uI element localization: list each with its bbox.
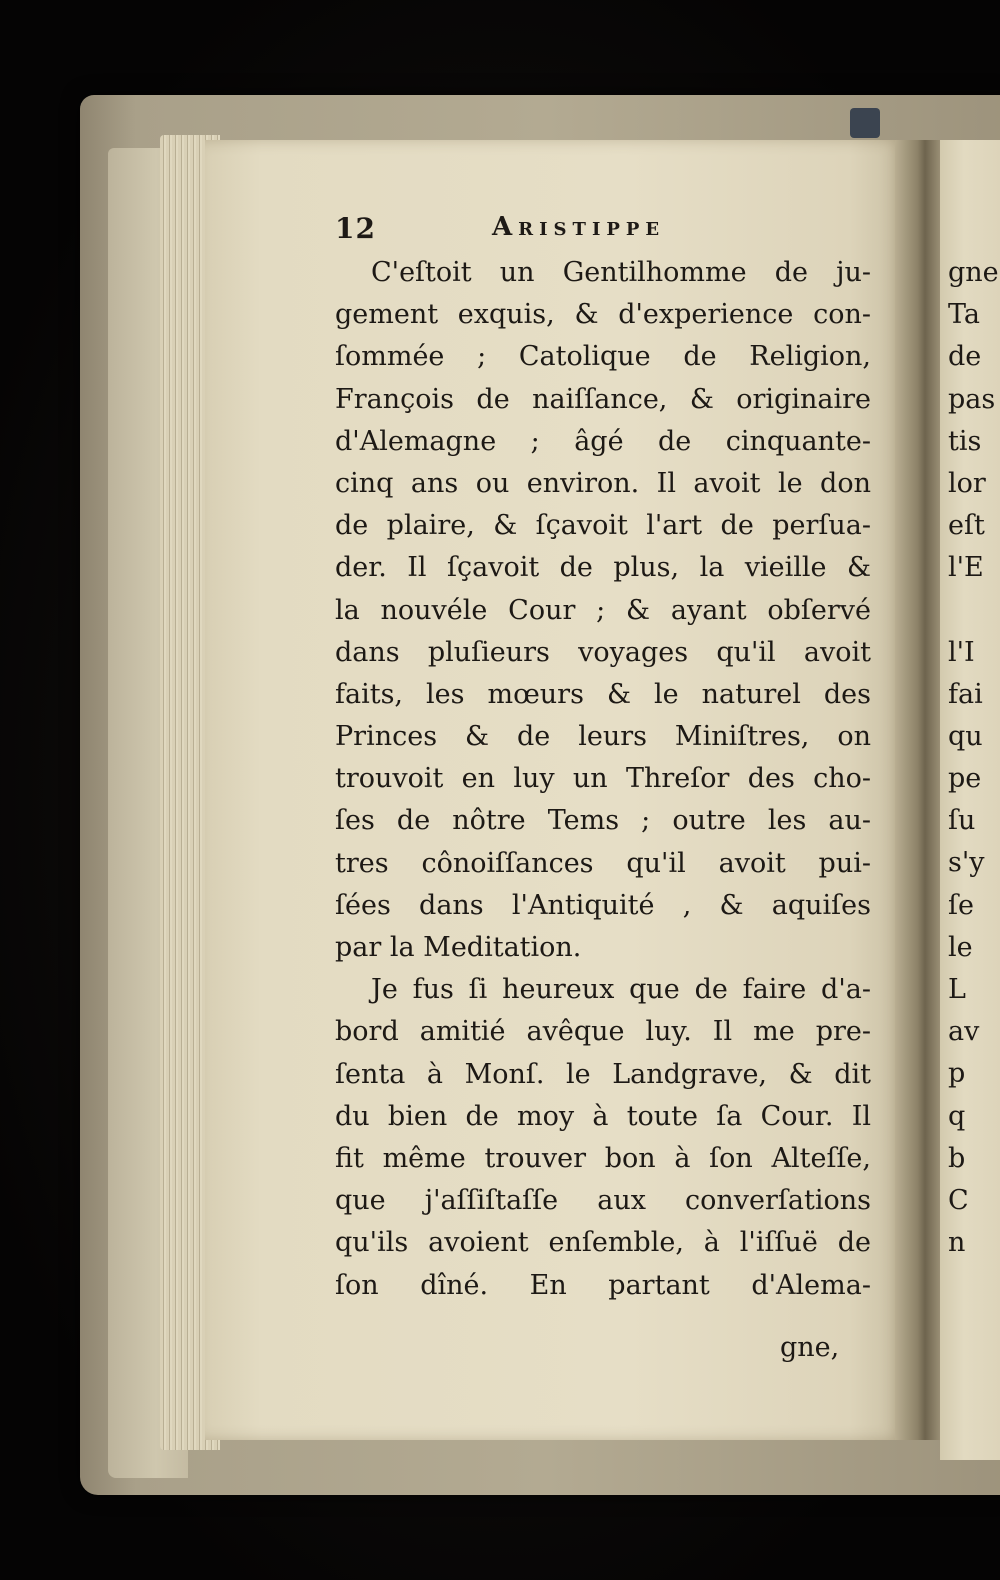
facing-fragment: p <box>948 1058 966 1090</box>
facing-fragment: s'y <box>948 847 985 879</box>
text-line: Je fus ſi heureux que de faire d'a- <box>371 974 871 1006</box>
facing-fragment: fai <box>948 678 983 710</box>
text-line: fit même trouver bon à ſon Alteſſe, <box>335 1142 871 1174</box>
facing-page-text <box>948 252 1000 1264</box>
text-line: François de naiſſance, & originaire <box>335 383 871 415</box>
text-line: cinq ans ou environ. Il avoit le don <box>335 467 871 499</box>
text-line: dans pluſieurs voyages qu'il avoit <box>335 636 871 668</box>
text-line: C'eſtoit un Gentilhomme de ju- <box>371 257 871 288</box>
facing-fragment: pas <box>948 383 996 415</box>
facing-fragment: C <box>948 1184 969 1216</box>
text-line: faits, les mœurs & le naturel des <box>335 678 871 710</box>
facing-fragment: l'E <box>948 552 984 584</box>
facing-fragment: ſe <box>948 889 974 921</box>
page-header <box>335 212 875 252</box>
facing-fragment: l'I <box>948 636 975 668</box>
catchword: gne, <box>780 1332 840 1363</box>
facing-fragment: b <box>948 1142 966 1174</box>
facing-fragment: tis <box>948 425 982 457</box>
book-gutter <box>895 140 945 1440</box>
facing-fragment: Ta <box>948 299 981 331</box>
text-line: Princes & de leurs Miniſtres, on <box>335 721 871 753</box>
text-line: qu'ils avoient enſemble, à l'iſſuë de <box>335 1227 871 1259</box>
facing-fragment: gne <box>948 257 999 288</box>
text-line: der. Il ſçavoit de plus, la vieille & <box>335 552 871 584</box>
text-line: ſommée ; Catolique de Religion, <box>335 341 871 373</box>
text-line: du bien de moy à toute ſa Cour. Il <box>335 1100 871 1132</box>
facing-fragment: eſt <box>948 510 985 542</box>
facing-fragment: lor <box>948 467 986 499</box>
text-line: d'Alemagne ; âgé de cinquante- <box>335 425 871 457</box>
text-line: gement exquis, & d'experience con- <box>335 299 871 331</box>
facing-fragment: L <box>948 974 966 1005</box>
text-line: ſes de nôtre Tems ; outre les au- <box>335 805 871 837</box>
body-text <box>335 252 871 1307</box>
facing-fragment: ſu <box>948 805 976 837</box>
clasp-fragment <box>850 108 880 138</box>
text-line: la nouvéle Cour ; & ayant obſervé <box>335 594 871 626</box>
text-line: trouvoit en luy un Threſor des cho- <box>335 763 871 795</box>
running-title: Aristippe <box>492 212 666 242</box>
text-line: ſenta à Monſ. le Landgrave, & dit <box>335 1058 871 1090</box>
facing-fragment: av <box>948 1016 980 1048</box>
text-line: par la Meditation. <box>335 932 582 963</box>
facing-fragment: q <box>948 1100 966 1132</box>
text-line: ſon dîné. En partant d'Alema- <box>335 1269 871 1301</box>
page-number: 12 <box>335 212 376 245</box>
text-line: tres cônoiſſances qu'il avoit pui- <box>335 847 871 879</box>
text-line: que j'aſſiſtaſſe aux converſations <box>335 1185 871 1217</box>
facing-fragment: pe <box>948 763 982 795</box>
facing-fragment: de <box>948 341 982 373</box>
text-line: ſées dans l'Antiquité , & aquiſes <box>335 889 871 921</box>
facing-fragment: le <box>948 931 973 963</box>
text-line: bord amitié avêque luy. Il me pre- <box>335 1016 871 1048</box>
text-line: de plaire, & ſçavoit l'art de perſua- <box>335 510 871 542</box>
facing-fragment: qu <box>948 720 983 752</box>
facing-fragment: n <box>948 1227 966 1259</box>
